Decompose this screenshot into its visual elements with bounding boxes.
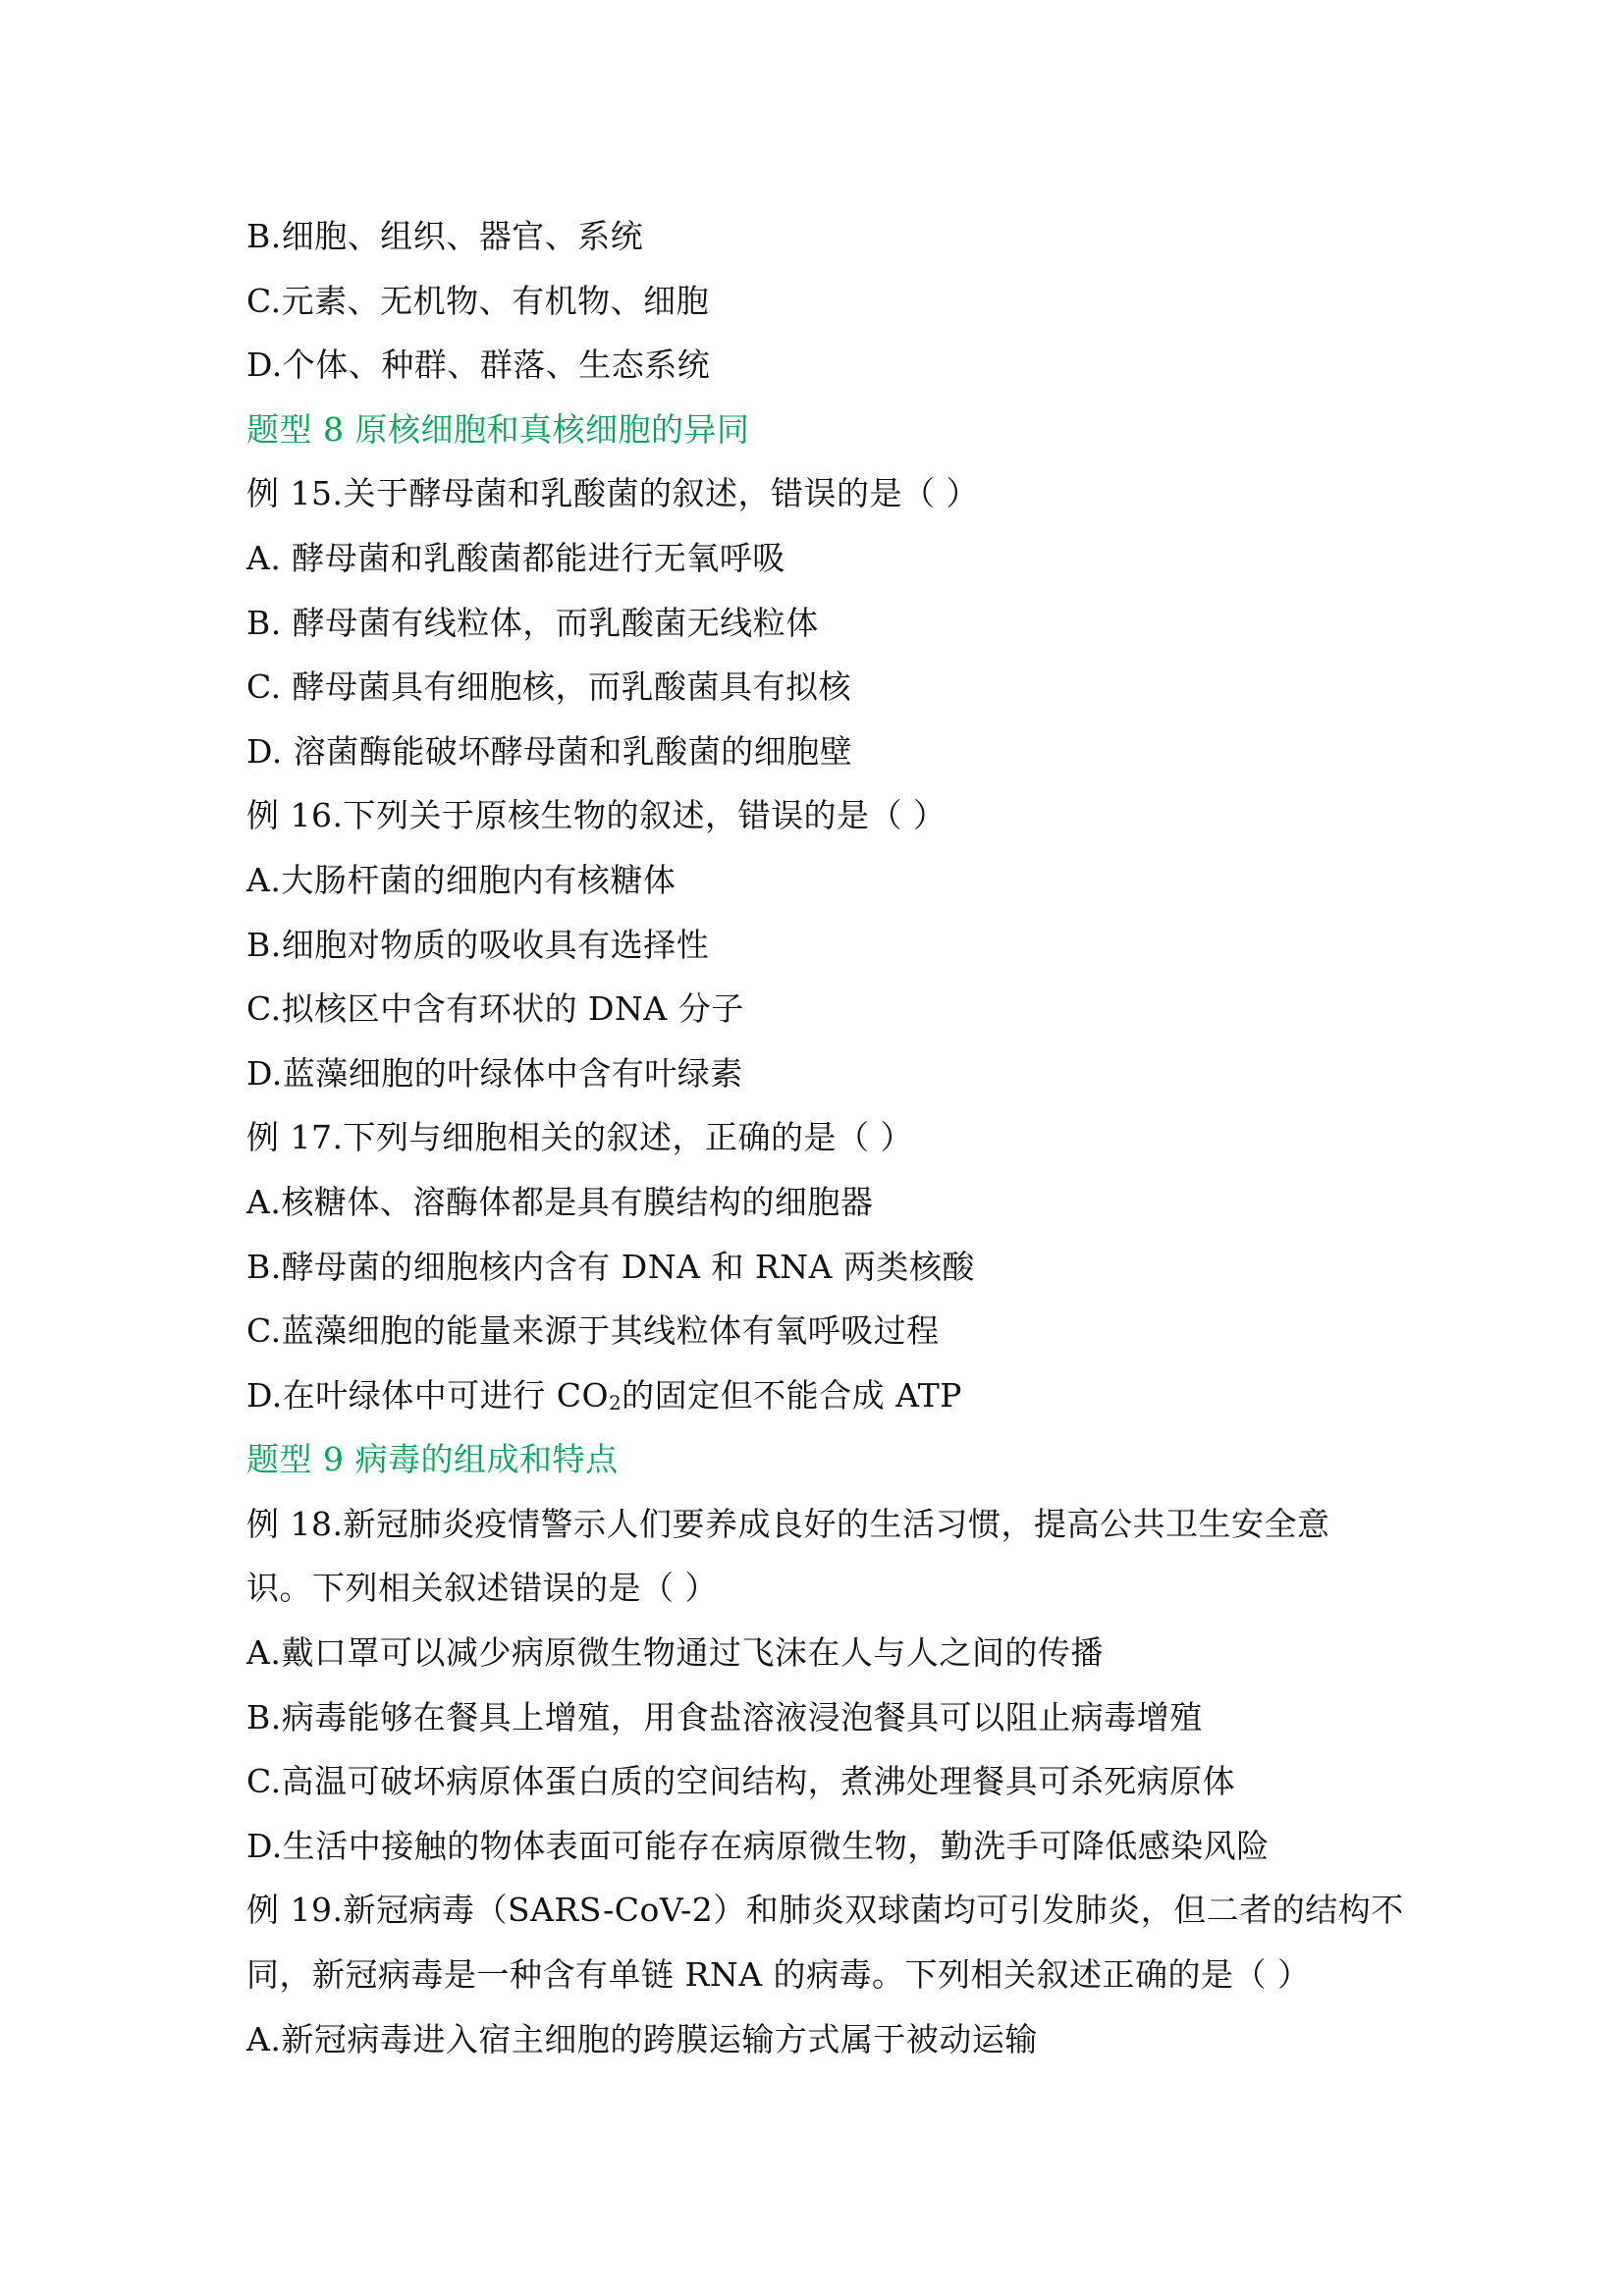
question-line: 例 15.关于酵母菌和乳酸菌的叙述，错误的是（ ） (246, 474, 979, 513)
question-line: 例 16.下列关于原核生物的叙述，错误的是（ ） (246, 796, 947, 835)
document-page (246, 204, 1404, 2071)
option-line: D. 溶菌酶能破坏酵母菌和乳酸菌的细胞壁 (246, 731, 853, 771)
question-line: 例 18.新冠肺炎疫情警示人们要养成良好的生活习惯，提高公共卫生安全意 (246, 1504, 1330, 1543)
option-text-before: D.在叶绿体中可进行 CO (246, 1375, 610, 1415)
option-line: A.核糖体、溶酶体都是具有膜结构的细胞器 (246, 1182, 874, 1221)
section-heading: 题型 9 病毒的组成和特点 (246, 1440, 619, 1479)
section-heading: 题型 8 原核细胞和真核细胞的异同 (246, 409, 750, 449)
option-line: D.个体、种群、群落、生态系统 (246, 346, 711, 385)
option-line: C.蓝藻细胞的能量来源于其线粒体有氧呼吸过程 (246, 1311, 940, 1351)
question-line: 例 17.下列与细胞相关的叙述，正确的是（ ） (246, 1118, 913, 1157)
option-line: C.拟核区中含有环状的 DNA 分子 (246, 989, 744, 1029)
option-line: D.生活中接触的物体表面可能存在病原微生物，勤洗手可降低感染风险 (246, 1826, 1270, 1865)
option-line: C.元素、无机物、有机物、细胞 (246, 281, 710, 320)
option-line: A.新冠病毒进入宿主细胞的跨膜运输方式属于被动运输 (246, 2019, 1038, 2058)
option-line: B.酵母菌的细胞核内含有 DNA 和 RNA 两类核酸 (246, 1247, 975, 1286)
subscript-2: 2 (609, 1391, 623, 1415)
option-line: B. 酵母菌有线粒体，而乳酸菌无线粒体 (246, 603, 819, 642)
option-line: C.高温可破坏病原体蛋白质的空间结构，煮沸处理餐具可杀死病原体 (246, 1762, 1236, 1801)
option-line: B.细胞对物质的吸收具有选择性 (246, 925, 710, 964)
option-text-after: 的固定但不能合成 ATP (622, 1375, 962, 1415)
option-line: A.大肠杆菌的细胞内有核糖体 (246, 860, 677, 899)
option-line-with-subscript (246, 1363, 1376, 1428)
option-line: D.蓝藻细胞的叶绿体中含有叶绿素 (246, 1053, 743, 1093)
option-line: A.戴口罩可以减少病原微生物通过飞沫在人与人之间的传播 (246, 1633, 1104, 1673)
option-line: C. 酵母菌具有细胞核，而乳酸菌具有拟核 (246, 667, 852, 707)
option-line: A. 酵母菌和乳酸菌都能进行无氧呼吸 (246, 538, 785, 577)
option-line: B.细胞、组织、器官、系统 (246, 217, 644, 255)
question-line: 识。下列相关叙述错误的是（ ） (246, 1569, 718, 1608)
option-line: B.病毒能够在餐具上增殖，用食盐溶液浸泡餐具可以阻止病毒增殖 (246, 1697, 1203, 1736)
question-line: 例 19.新冠病毒（SARS-CoV-2）和肺炎双球菌均可引发肺炎，但二者的结构不 (246, 1891, 1404, 1930)
question-line: 同，新冠病毒是一种含有单链 RNA 的病毒。下列相关叙述正确的是（ ） (246, 1955, 1311, 1995)
